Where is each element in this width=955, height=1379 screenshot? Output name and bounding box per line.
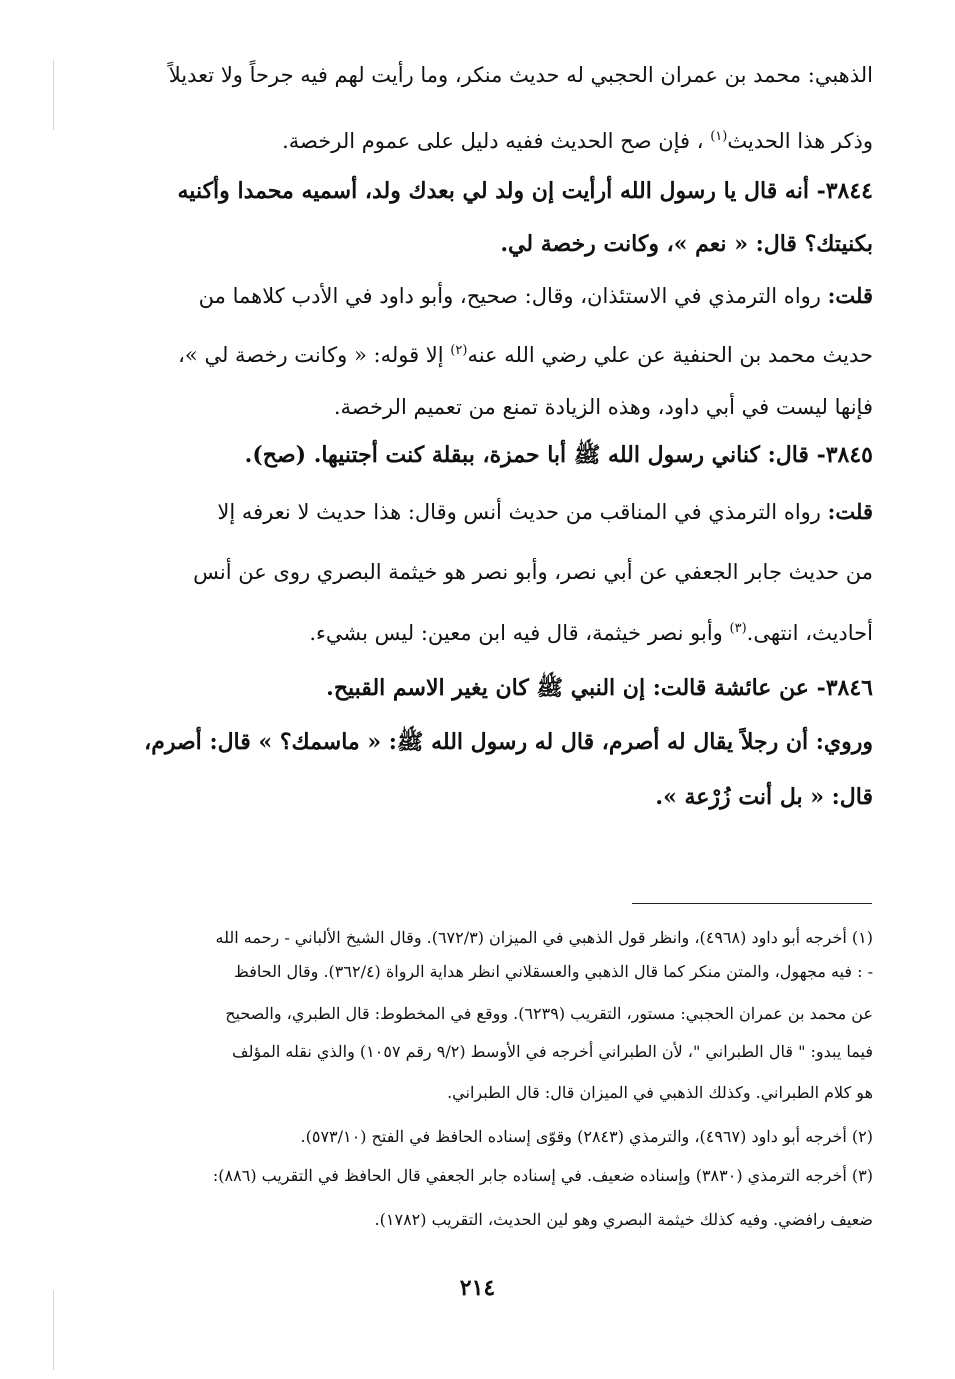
text-span: حديث محمد بن الحنفية عن علي رضي الله عنه [467, 343, 873, 367]
footnote-separator [632, 903, 872, 904]
scan-edge-mark [53, 60, 54, 130]
footnote-marker: (١) [710, 129, 728, 144]
hadith-3845-line [83, 440, 873, 470]
text-line [83, 392, 873, 422]
text-line [83, 126, 873, 156]
footnote-line [83, 1001, 873, 1027]
text-span: وذكر هذا الحديث [727, 129, 873, 153]
text-span: وأبو نصر خيثمة، قال فيه ابن معين: ليس بشيء. [309, 621, 723, 645]
text-span: وروي: أن رجلاً يقال له أصرم، قال له رسول الله ﷺ: « ماسمك؟ » قال: أصرم، [144, 729, 873, 755]
text-line [83, 618, 873, 648]
text-span: الذهبي: محمد بن عمران الحجبي له حديث منكر، وما رأيت لهم فيه جرحاً ولا تعديلاً [168, 63, 873, 87]
footnote-line [83, 925, 873, 951]
text-span: فإنها ليست في أبي داود، وهذه الزيادة تمنع من تعميم الرخصة. [333, 395, 873, 419]
hadith-3846-line [83, 727, 873, 757]
footnote-text: - : فيه مجهول، والمتن منكر كما قال الذهبي والعسقلاني انظر هداية الرواة (٣٦٢/٤). وقال الحافظ [234, 962, 873, 981]
footnote-line [83, 1039, 873, 1065]
footnote-text: هو كلام الطبراني. وكذلك الذهبي في الميزان قال: قال الطبراني. [447, 1083, 873, 1102]
text-span: ٣٨٤٥- قال: كناني رسول الله ﷺ أبا حمزة، ببقلة كنت أجتنيها. (صح). [244, 442, 873, 468]
footnote-line [83, 1207, 873, 1233]
text-span: من حديث جابر الجعفي عن أبي نصر، وأبو نصر هو خيثمة البصري روى عن أنس [193, 560, 873, 584]
footnote-line [83, 959, 873, 985]
footnote-text: فيما يبدو: " قال الطبراني "، لأن الطبراني أخرجه في الأوسط (٩/٢ رقم ١٠٥٧) والذي نقله المؤلف [232, 1042, 873, 1061]
qultu-label: قلت: [827, 499, 873, 524]
footnote-text: عن محمد بن عمران الحجبي: مستور، التقريب (٦٢٣٩). ووقع في المخطوط: قال الطبري، والصحيح [225, 1004, 873, 1023]
footnote-text: ضعيف رافضي. وفيه كذلك خيثمة البصري وهو لين الحديث، التقريب (١٧٨٢). [374, 1210, 873, 1229]
footnote-text: (٣) أخرجه الترمذي (٣٨٣٠) وإسناده ضعيف. في إسناده جابر الجعفي قال الحافظ في التقريب (٨٨٦): [212, 1166, 873, 1185]
footnote-line [83, 1163, 873, 1189]
footnote-text: (٢) أخرجه أبو داود (٤٩٦٧)، والترمذي (٢٨٤٣) وقوّى إسناده الحافظ في الفتح (٥٧٣/١٠). [300, 1127, 873, 1146]
footnote-line [83, 1124, 873, 1150]
text-line [83, 281, 873, 311]
scan-edge-mark [53, 1290, 54, 1370]
hadith-3844-line [83, 176, 873, 206]
text-span: أحاديث، انتهى. [746, 621, 873, 645]
text-line [83, 557, 873, 587]
text-span: ، فإن صح الحديث ففيه دليل على عموم الرخصة. [282, 129, 704, 153]
text-line [83, 340, 873, 370]
hadith-3844-line [83, 229, 873, 259]
text-span: رواه الترمذي في المناقب من حديث أنس وقال: هذا حديث لا نعرفه إلا [217, 500, 821, 524]
text-line [83, 497, 873, 527]
text-span: إلا قوله: « وكانت رخصة لي »، [178, 343, 444, 367]
hadith-3846-line [83, 673, 873, 703]
page-number: ٢١٤ [459, 1275, 496, 1301]
footnote-text: (١) أخرجه أبو داود (٤٩٦٨)، وانظر قول الذهبي في الميزان (٦٧٢/٣). وقال الشيخ الألباني - رحمه الله [215, 928, 873, 947]
text-span: رواه الترمذي في الاستئذان، وقال: صحيح، وأبو داود في الأدب كلاهما من [198, 284, 821, 308]
text-span: ٣٨٤٤- أنه قال يا رسول الله أرأيت إن ولد لي بعدك ولد، أسميه محمدا وأكنيه [177, 178, 873, 204]
footnote-marker: (٣) [729, 621, 747, 636]
footnote-marker: (٢) [450, 343, 468, 358]
qultu-label: قلت: [827, 283, 873, 308]
text-span: ٣٨٤٦- عن عائشة قالت: إن النبي ﷺ كان يغير الاسم القبيح. [326, 675, 873, 701]
text-span: قال: « بل أنت زُرْعة ». [655, 784, 873, 810]
hadith-3846-line [83, 782, 873, 812]
text-line [83, 60, 873, 90]
text-span: بكنيتك؟ قال: « نعم »، وكانت رخصة لي. [500, 231, 873, 257]
footnote-line [83, 1080, 873, 1106]
